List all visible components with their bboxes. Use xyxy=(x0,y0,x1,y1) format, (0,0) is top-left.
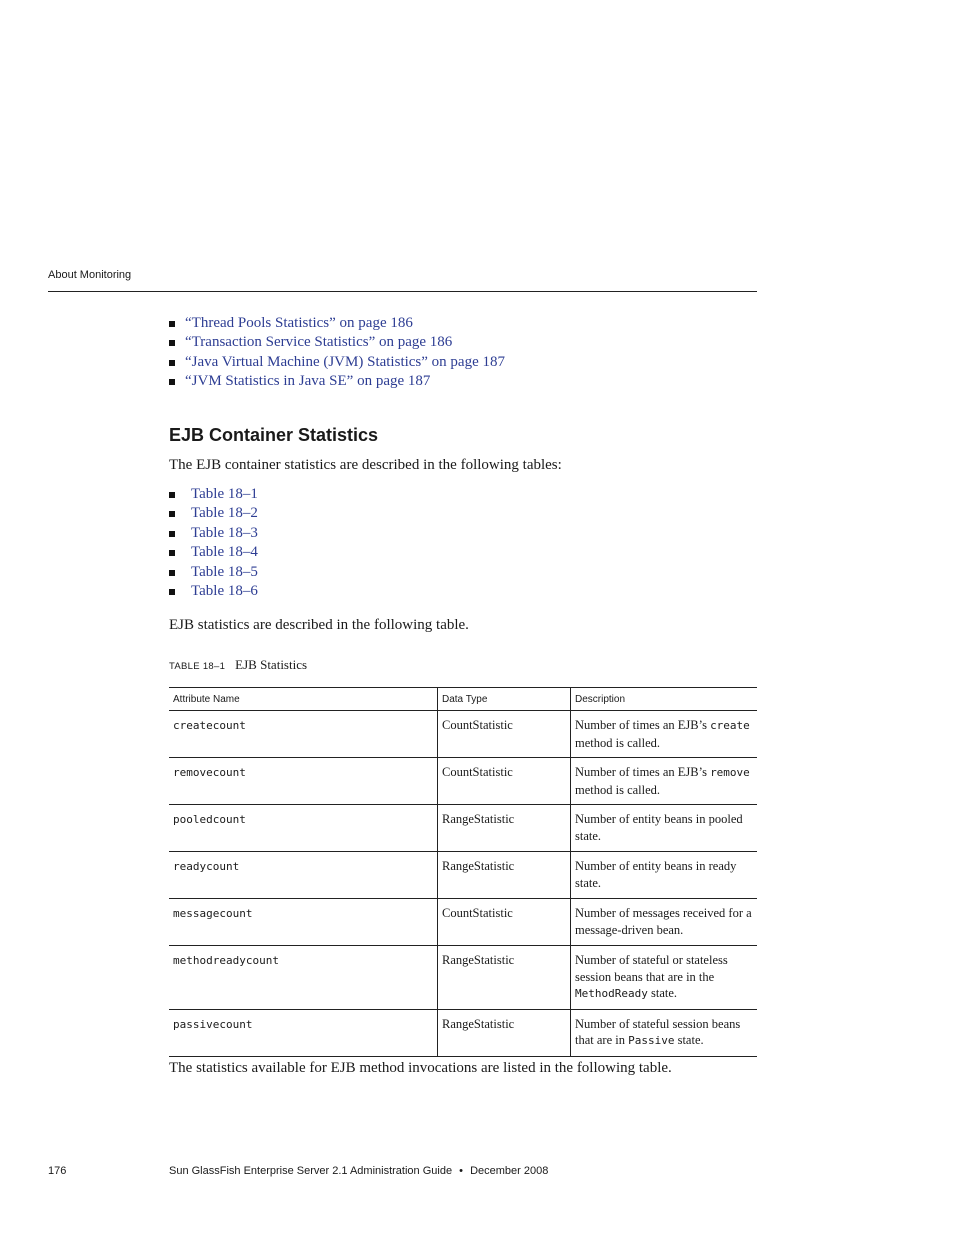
bullet-square-icon xyxy=(169,360,175,366)
table-link-18-4[interactable]: Table 18–4 xyxy=(191,544,258,561)
description-text: Number of entity beans in pooled state. xyxy=(575,812,743,843)
description-cell xyxy=(571,758,758,805)
description-text: state. xyxy=(647,986,678,1000)
column-header-attribute-name: Attribute Name xyxy=(169,688,438,711)
table-link-18-2[interactable]: Table 18–2 xyxy=(191,505,258,522)
attribute-cell: passivecount xyxy=(169,1009,438,1056)
data-type-cell: CountStatistic xyxy=(438,899,571,946)
description-text: Number of times an EJB’s xyxy=(575,718,711,732)
xref-link-thread-pools[interactable]: “Thread Pools Statistics” on page 186 xyxy=(185,315,413,331)
list-item xyxy=(169,582,258,601)
footer-text xyxy=(169,1165,548,1177)
attribute-cell: readycount xyxy=(169,852,438,899)
data-type-cell: RangeStatistic xyxy=(438,852,571,899)
list-item xyxy=(169,333,505,352)
table-lead-paragraph: EJB statistics are described in the following table. xyxy=(169,617,469,633)
column-header-description: Description xyxy=(571,688,758,711)
table-caption-label: TABLE 18–1 xyxy=(169,661,226,672)
list-item xyxy=(169,563,258,582)
bullet-square-icon xyxy=(169,340,175,346)
table-caption xyxy=(169,657,307,673)
ejb-statistics-table xyxy=(169,687,757,1057)
table-link-18-1[interactable]: Table 18–1 xyxy=(191,486,258,502)
list-item xyxy=(169,372,505,391)
description-cell xyxy=(571,899,758,946)
bullet-square-icon xyxy=(169,492,175,498)
description-text: Number of stateful or stateless session beans that are in the xyxy=(575,953,728,984)
page-number: 176 xyxy=(48,1165,67,1177)
description-text: Number of messages received for a message-driven bean. xyxy=(575,906,752,937)
description-text: Number of times an EJB’s xyxy=(575,765,711,779)
bullet-square-icon xyxy=(169,570,175,576)
xref-link-jvm-java-se[interactable]: “JVM Statistics in Java SE” on page 187 xyxy=(185,373,431,390)
table-link-18-6[interactable]: Table 18–6 xyxy=(191,583,258,600)
table-row xyxy=(169,758,757,805)
description-text: method is called. xyxy=(575,735,661,750)
table-caption-title: EJB Statistics xyxy=(235,657,308,672)
header-rule xyxy=(48,291,757,292)
description-cell xyxy=(571,852,758,899)
bullet-square-icon xyxy=(169,511,175,517)
section-title: EJB Container Statistics xyxy=(169,425,379,445)
description-cell xyxy=(571,1009,758,1056)
running-head: About Monitoring xyxy=(48,269,132,281)
table-row xyxy=(169,852,757,899)
data-type-cell: RangeStatistic xyxy=(438,805,571,852)
attribute-cell: pooledcount xyxy=(169,805,438,852)
attribute-cell: messagecount xyxy=(169,899,438,946)
attribute-cell: methodreadycount xyxy=(169,946,438,1010)
footer-book-title: Sun GlassFish Enterprise Server 2.1 Administration Guide xyxy=(169,1165,453,1177)
bullet-square-icon xyxy=(169,379,175,385)
description-code: MethodReady xyxy=(575,987,648,1000)
table-header-row xyxy=(169,688,757,711)
list-item xyxy=(169,353,505,372)
attribute-cell: removecount xyxy=(169,758,438,805)
description-text: state. xyxy=(674,1033,704,1047)
table-row xyxy=(169,1009,757,1056)
description-cell xyxy=(571,805,758,852)
xref-link-jvm-statistics[interactable]: “Java Virtual Machine (JVM) Statistics” on page 187 xyxy=(185,353,505,370)
data-type-cell: CountStatistic xyxy=(438,711,571,758)
footer-date: December 2008 xyxy=(470,1165,549,1177)
description-cell xyxy=(571,711,758,758)
bullet-square-icon xyxy=(169,589,175,595)
table-row xyxy=(169,805,757,852)
bullet-square-icon xyxy=(169,550,175,556)
xref-link-transaction-service[interactable]: “Transaction Service Statistics” on page 186 xyxy=(185,334,453,351)
table-link-18-5[interactable]: Table 18–5 xyxy=(191,563,258,580)
list-item xyxy=(169,543,258,562)
description-code: create xyxy=(710,719,750,732)
footer-separator: • xyxy=(459,1165,463,1177)
column-header-data-type: Data Type xyxy=(438,688,571,711)
data-type-cell: RangeStatistic xyxy=(438,946,571,1010)
intro-link-list xyxy=(169,314,505,392)
data-type-cell: CountStatistic xyxy=(438,758,571,805)
list-item xyxy=(169,485,258,504)
bullet-square-icon xyxy=(169,321,175,327)
data-type-cell: RangeStatistic xyxy=(438,1009,571,1056)
description-text: method is called. xyxy=(575,782,661,797)
description-text: Number of stateful session beans that are in xyxy=(575,1016,741,1047)
attribute-cell: createcount xyxy=(169,711,438,758)
description-text: Number of entity beans in ready state. xyxy=(575,859,737,890)
table-row xyxy=(169,899,757,946)
list-item xyxy=(169,504,258,523)
table-link-18-3[interactable]: Table 18–3 xyxy=(191,524,258,541)
after-table-paragraph: The statistics available for EJB method invocations are listed in the following table. xyxy=(169,1060,672,1076)
description-cell xyxy=(571,946,758,1010)
list-item xyxy=(169,524,258,543)
bullet-square-icon xyxy=(169,531,175,537)
table-row xyxy=(169,946,757,1010)
table-row xyxy=(169,711,757,758)
table-link-list xyxy=(169,485,258,601)
list-item xyxy=(169,314,505,333)
description-code: Passive xyxy=(628,1034,675,1047)
description-code: remove xyxy=(710,766,750,779)
section-intro: The EJB container statistics are described in the following tables: xyxy=(169,457,562,473)
